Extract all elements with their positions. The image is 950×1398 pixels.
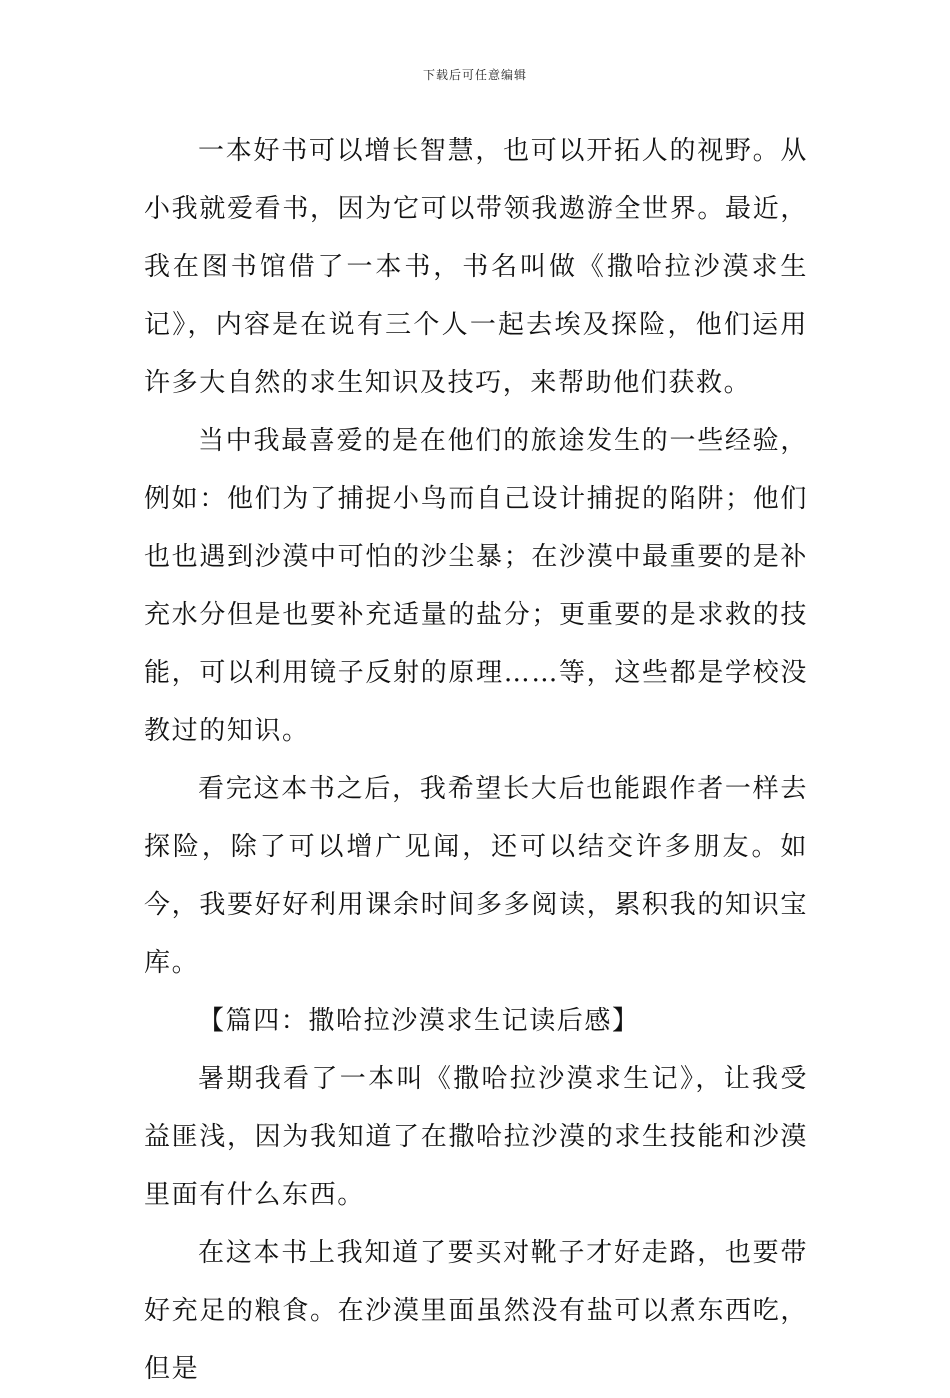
paragraph-4: 暑期我看了一本叫《撒哈拉沙漠求生记》，让我受益匪浅，因为我知道了在撒哈拉沙漠的求生技能和沙漠里面有什么东西。 [144, 1064, 808, 1210]
paragraph-1: 一本好书可以增长智慧，也可以开拓人的视野。从小我就爱看书，因为它可以带领我遨游全世界。最近，我在图书馆借了一本书，书名叫做《撒哈拉沙漠求生记》，内容是在说有三个人一起去埃及探险，他们运用许多大自然的求生知识及技巧，来帮助他们获救。 [144, 136, 808, 398]
paragraph-2: 当中我最喜爱的是在他们的旅途发生的一些经验，例如：他们为了捕捉小鸟而自己设计捕捉的陷阱；他们也也遇到沙漠中可怕的沙尘暴；在沙漠中最重要的是补充水分但是也要补充适量的盐分；更重要的是求救的技能，可以利用镜子反射的原理……等，这些都是学校没教过的知识。 [144, 426, 808, 746]
paragraph-3: 看完这本书之后，我希望长大后也能跟作者一样去探险，除了可以增广见闻，还可以结交许多朋友。如今，我要好好利用课余时间多多阅读，累积我的知识宝库。 [144, 774, 808, 978]
page-header: 下载后可任意编辑 [422, 68, 527, 82]
body-text [144, 122, 808, 1398]
section-heading: 【篇四：撒哈拉沙漠求生记读后感】 [198, 1006, 640, 1036]
paragraph-5: 在这本书上我知道了要买对靴子才好走路，也要带好充足的粮食。在沙漠里面虽然没有盐可以煮东西吃，但是 [144, 1238, 808, 1384]
